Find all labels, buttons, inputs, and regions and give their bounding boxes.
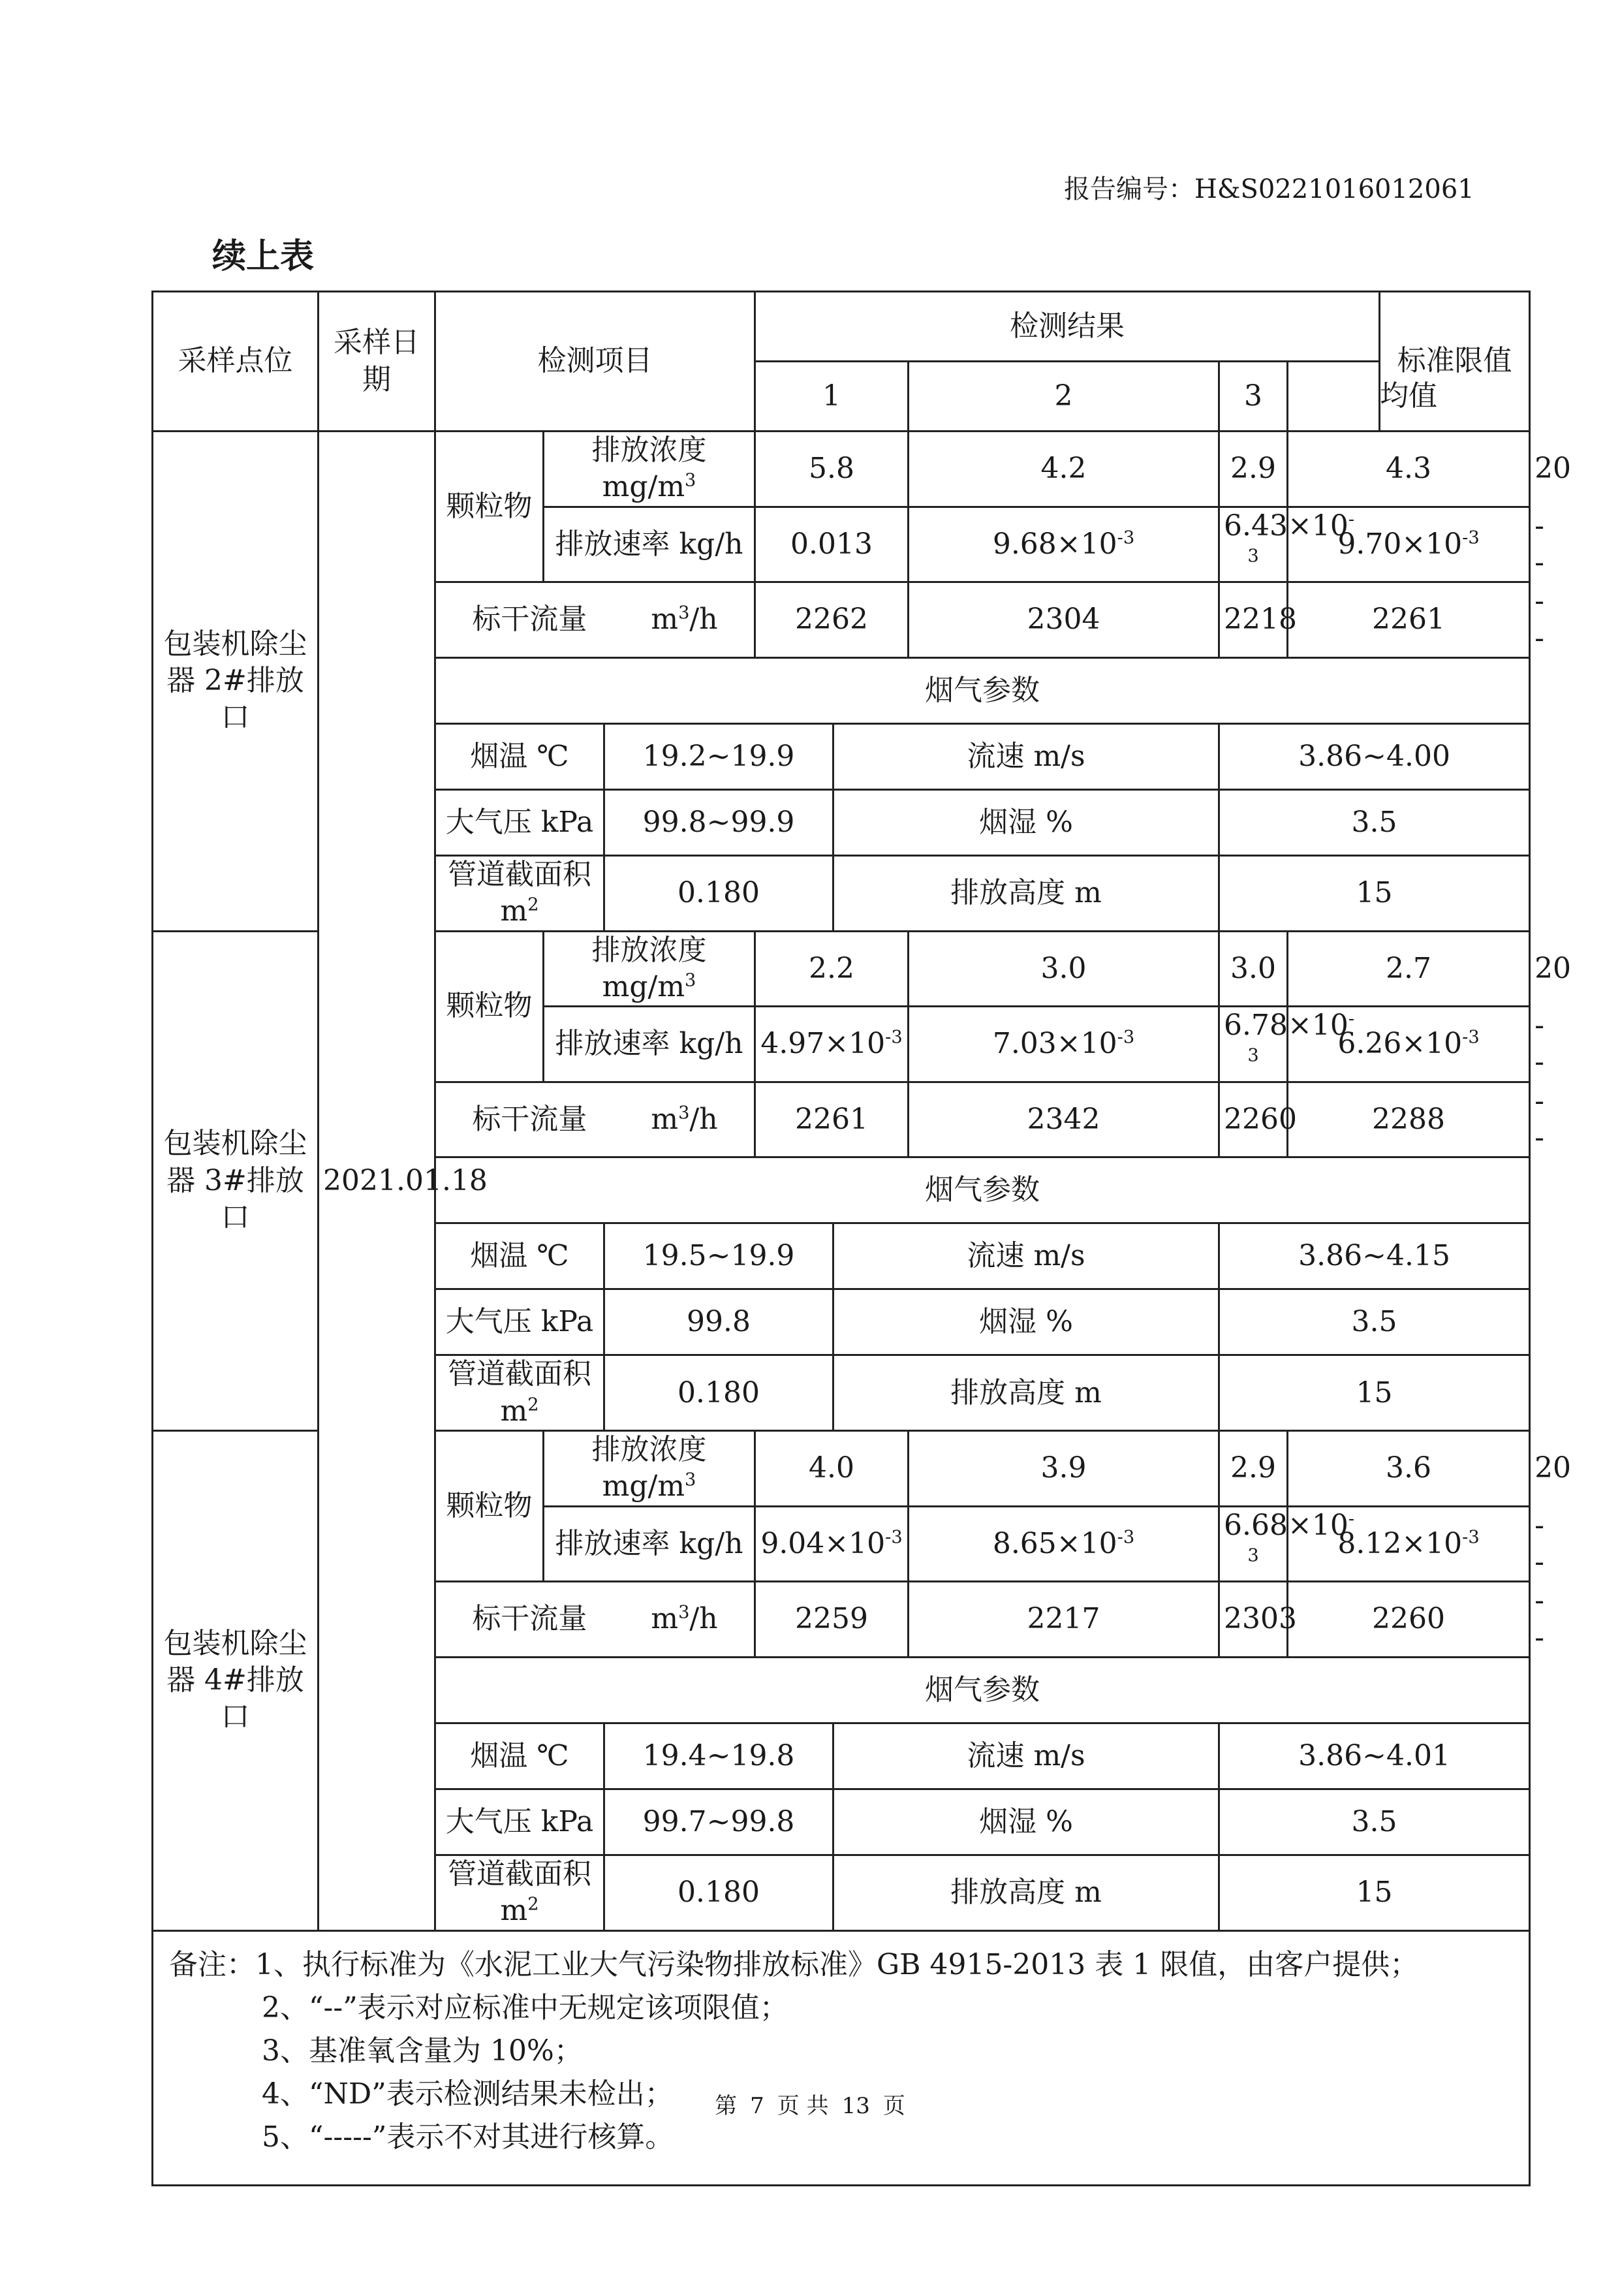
page-prefix: 第 <box>715 2093 738 2119</box>
table-row: 标干流量 $m^3/h$ 2262 2304 2218 2261 -- <box>153 582 1530 658</box>
rate-value-3: $6.68\times 10^{-3}$ <box>1219 1506 1288 1582</box>
rate-value-2: $8.65\times 10^{-3}$ <box>909 1506 1219 1582</box>
table-row: 排放速率 kg/h $9.04\times 10^{-3}$ $8.65\times 10^{-3}$ $6.68\times 10^{-3}$ $8.12\times 10^{-3}$ -- <box>153 1506 1530 1582</box>
conc-value-1: 2.2 <box>755 931 909 1007</box>
table-header-row <box>153 292 1530 362</box>
temp-value: 19.5~19.9 <box>604 1223 833 1289</box>
conc-value-2: 3.9 <box>909 1431 1219 1507</box>
humidity-value: 3.5 <box>1219 1289 1530 1355</box>
flow-value-avg: 2261 <box>1288 582 1530 658</box>
table-row: 包装机除尘器 2#排放口 2021.01.18 颗粒物 排放浓度 $mg/m^3$ 5.8 4.2 2.9 4.3 20 <box>153 432 1530 507</box>
velocity-label: 流速 m/s <box>833 1723 1219 1789</box>
notes-cell <box>153 1930 1530 2185</box>
flow-value-2: 2342 <box>909 1082 1219 1157</box>
note-line-5: 5、“-----”表示不对其进行核算。 <box>262 2120 674 2154</box>
pressure-label: 大气压 kPa <box>435 1289 604 1355</box>
rate-value-avg: $6.26\times 10^{-3}$ <box>1288 1007 1530 1082</box>
pressure-label: 大气压 kPa <box>435 789 604 855</box>
page-mid: 页 共 <box>777 2093 829 2119</box>
conc-value-3: 3.0 <box>1219 931 1288 1007</box>
height-value: 15 <box>1219 1355 1530 1431</box>
rate-value-2: $7.03\times 10^{-3}$ <box>909 1007 1219 1082</box>
header-date: 采样日期 <box>319 292 435 432</box>
continued-table-title: 续上表 <box>212 237 315 276</box>
height-label: 排放高度 m <box>833 1355 1219 1431</box>
particulate-label: 颗粒物 <box>435 931 544 1082</box>
report-number-label: 报告编号： <box>1064 174 1194 204</box>
area-label: 管道截面积 $m^2$ <box>435 1855 604 1930</box>
flow-value-avg: 2288 <box>1288 1082 1530 1157</box>
height-label: 排放高度 m <box>833 855 1219 931</box>
humidity-value: 3.5 <box>1219 1789 1530 1855</box>
velocity-value: 3.86~4.00 <box>1219 723 1530 789</box>
conc-value-avg: 4.3 <box>1288 432 1530 507</box>
conc-label: 排放浓度 $mg/m^3$ <box>544 931 755 1007</box>
area-label: 管道截面积 $m^2$ <box>435 855 604 931</box>
particulate-label: 颗粒物 <box>435 432 544 582</box>
header-col-3: 3 <box>1219 362 1288 432</box>
rate-value-1: $4.97\times 10^{-3}$ <box>755 1007 909 1082</box>
flow-label: 标干流量 $m^3/h$ <box>435 1582 755 1658</box>
rate-value-1: 0.013 <box>755 507 909 582</box>
temp-value: 19.2~19.9 <box>604 723 833 789</box>
temp-label: 烟温 ℃ <box>435 1723 604 1789</box>
humidity-label: 烟湿 % <box>833 789 1219 855</box>
height-value: 15 <box>1219 1855 1530 1930</box>
rate-label: 排放速率 kg/h <box>544 1007 755 1082</box>
conc-value-3: 2.9 <box>1219 1431 1288 1507</box>
flow-value-3: 2303 <box>1219 1582 1288 1658</box>
height-value: 15 <box>1219 855 1530 931</box>
temp-label: 烟温 ℃ <box>435 723 604 789</box>
flow-value-1: 2259 <box>755 1582 909 1658</box>
area-label: 管道截面积 $m^2$ <box>435 1355 604 1431</box>
conc-value-3: 2.9 <box>1219 432 1288 507</box>
note-line-3: 3、基准氧含量为 10%； <box>262 2034 583 2068</box>
humidity-value: 3.5 <box>1219 789 1530 855</box>
page-footer <box>0 2088 1620 2120</box>
flow-value-1: 2261 <box>755 1082 909 1157</box>
area-value: 0.180 <box>604 855 833 931</box>
height-label: 排放高度 m <box>833 1855 1219 1930</box>
note-line-1: 备注：1、执行标准为《水泥工业大气污染物排放标准》GB 4915-2013 表 1 限值，由客户提供； <box>169 1947 1419 1981</box>
header-result: 检测结果 <box>755 292 1380 362</box>
note-line-2: 2、“--”表示对应标准中无规定该项限值； <box>262 1990 788 2024</box>
date-cell: 2021.01.18 <box>319 432 435 1931</box>
rate-value-avg: $8.12\times 10^{-3}$ <box>1288 1506 1530 1582</box>
flow-value-3: 2218 <box>1219 582 1288 658</box>
flue-params-heading: 烟气参数 <box>435 657 1530 723</box>
flow-label: 标干流量 $m^3/h$ <box>435 1082 755 1157</box>
report-number-line <box>1064 168 1474 206</box>
humidity-label: 烟湿 % <box>833 1789 1219 1855</box>
header-col-1: 1 <box>755 362 909 432</box>
site-cell: 包装机除尘器 3#排放口 <box>153 931 319 1431</box>
velocity-label: 流速 m/s <box>833 1223 1219 1289</box>
conc-value-1: 5.8 <box>755 432 909 507</box>
table-row: 包装机除尘器 4#排放口 颗粒物 排放浓度 $mg/m^3$ 4.0 3.9 2.9 3.6 20 <box>153 1431 1530 1507</box>
table-row: 排放速率 kg/h $4.97\times 10^{-3}$ $7.03\times 10^{-3}$ $6.78\times 10^{-3}$ $6.26\times 10^{-3}$ -- <box>153 1007 1530 1082</box>
humidity-label: 烟湿 % <box>833 1289 1219 1355</box>
temp-label: 烟温 ℃ <box>435 1223 604 1289</box>
rate-value-avg: $9.70\times 10^{-3}$ <box>1288 507 1530 582</box>
rate-value-3: $6.78\times 10^{-3}$ <box>1219 1007 1288 1082</box>
rate-value-1: $9.04\times 10^{-3}$ <box>755 1506 909 1582</box>
emission-results-table <box>151 291 1572 2186</box>
flow-value-3: 2260 <box>1219 1082 1288 1157</box>
header-col-avg: 均值 <box>1288 362 1530 432</box>
rate-value-3: $6.43\times 10^{-3}$ <box>1219 507 1288 582</box>
conc-value-2: 3.0 <box>909 931 1219 1007</box>
conc-value-avg: 2.7 <box>1288 931 1530 1007</box>
velocity-value: 3.86~4.01 <box>1219 1723 1530 1789</box>
conc-label: 排放浓度 $mg/m^3$ <box>544 432 755 507</box>
table-row: 标干流量 $m^3/h$ 2259 2217 2303 2260 -- <box>153 1582 1530 1658</box>
page-total: 13 <box>841 2093 870 2119</box>
conc-value-1: 4.0 <box>755 1431 909 1507</box>
flow-value-2: 2217 <box>909 1582 1219 1658</box>
velocity-value: 3.86~4.15 <box>1219 1223 1530 1289</box>
site-cell: 包装机除尘器 4#排放口 <box>153 1431 319 1931</box>
conc-label: 排放浓度 $mg/m^3$ <box>544 1431 755 1507</box>
flow-value-avg: 2260 <box>1288 1582 1530 1658</box>
header-limit: 标准限值 <box>1380 292 1530 432</box>
flow-value-1: 2262 <box>755 582 909 658</box>
velocity-label: 流速 m/s <box>833 723 1219 789</box>
page-suffix: 页 <box>882 2093 905 2119</box>
flue-params-heading: 烟气参数 <box>435 1157 1530 1223</box>
pressure-value: 99.8~99.9 <box>604 789 833 855</box>
table-row: 包装机除尘器 3#排放口 颗粒物 排放浓度 $mg/m^3$ 2.2 3.0 3.0 2.7 20 <box>153 931 1530 1007</box>
rate-label: 排放速率 kg/h <box>544 1506 755 1582</box>
flue-params-heading: 烟气参数 <box>435 1657 1530 1723</box>
pressure-label: 大气压 kPa <box>435 1789 604 1855</box>
rate-value-2: $9.68\times 10^{-3}$ <box>909 507 1219 582</box>
site-cell: 包装机除尘器 2#排放口 <box>153 432 319 932</box>
header-col-2: 2 <box>909 362 1219 432</box>
pressure-value: 99.8 <box>604 1289 833 1355</box>
table-row: 排放速率 kg/h 0.013 $9.68\times 10^{-3}$ $6.43\times 10^{-3}$ $9.70\times 10^{-3}$ -- <box>153 507 1530 582</box>
temp-value: 19.4~19.8 <box>604 1723 833 1789</box>
notes-row <box>153 1930 1530 2185</box>
report-number: H&S0221016012061 <box>1194 174 1474 204</box>
note-line-4: 4、“ND”表示检测结果未检出； <box>262 2077 674 2111</box>
area-value: 0.180 <box>604 1855 833 1930</box>
page-number: 7 <box>750 2093 764 2119</box>
area-value: 0.180 <box>604 1355 833 1431</box>
flow-label: 标干流量 $m^3/h$ <box>435 582 755 658</box>
rate-label: 排放速率 kg/h <box>544 507 755 582</box>
conc-value-2: 4.2 <box>909 432 1219 507</box>
conc-value-avg: 3.6 <box>1288 1431 1530 1507</box>
table-row: 标干流量 $m^3/h$ 2261 2342 2260 2288 -- <box>153 1082 1530 1157</box>
pressure-value: 99.7~99.8 <box>604 1789 833 1855</box>
particulate-label: 颗粒物 <box>435 1431 544 1582</box>
header-item: 检测项目 <box>435 292 755 432</box>
flow-value-2: 2304 <box>909 582 1219 658</box>
header-site: 采样点位 <box>153 292 319 432</box>
